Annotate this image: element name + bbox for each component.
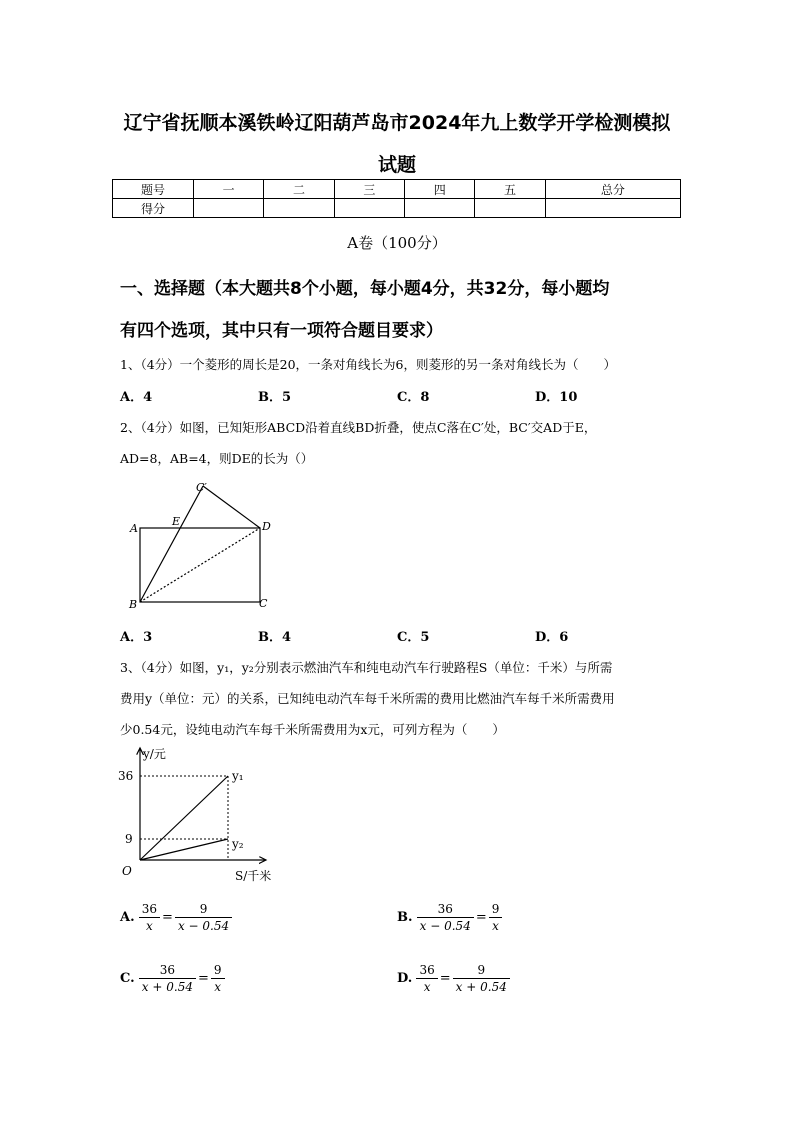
numerator: 9 [175,901,232,918]
page-title: 辽宁省抚顺本溪铁岭辽阳葫芦岛市2024年九上数学开学检测模拟 [123,112,671,134]
denominator: x [423,980,431,994]
fraction [211,962,225,995]
page-title-line2: 试题 [377,154,416,176]
question-3-text-line2: 费用y（单位：元）的关系，已知纯电动汽车每千米所需的费用比燃油汽车每千米所需费用 [120,691,615,706]
fraction [416,962,437,995]
fraction [453,962,510,995]
q2-option-c[interactable]: C．5 [397,630,430,645]
fraction [139,962,196,995]
score-cell [405,199,475,218]
score-table [112,179,681,218]
segment-bc-prime [140,486,203,602]
denominator: x [146,919,153,933]
q3-option-c-label: C. [120,971,135,986]
score-cell [545,199,680,218]
numerator: 36 [416,962,437,979]
question-2-text: 2、（4分）如图，已知矩形ABCD沿着直线BD折叠，使点C落在C′处，BC′交AD于E， [120,420,597,435]
score-row-label: 得分 [113,199,194,218]
q3-option-a[interactable]: A. $\frac{36}{x}$ = $\frac{9}{x - 0.54}$ [120,901,232,934]
q2-option-a[interactable]: A．3 [120,630,153,645]
denominator: x + 0.54 [141,980,193,994]
denominator: x − 0.54 [419,919,471,933]
label-c: C [259,597,268,610]
score-cell [334,199,404,218]
numerator: 9 [489,901,503,918]
label-d: D [262,520,271,533]
q3-option-b-label: B. [397,910,413,925]
label-y2: y₂ [232,837,244,851]
section1-heading: 一、选择题（本大题共8个小题，每小题4分，共32分，每小题均 [120,279,610,299]
fraction [139,901,160,934]
question-1-text: 1、（4分）一个菱形的周长是20，一条对角线长为6，则菱形的另一条对角线长为（ ） [120,357,617,372]
denominator: x [214,980,222,994]
fraction [417,901,474,934]
line-y2 [140,839,228,860]
section-a-heading: A卷（100分） [347,234,447,252]
q1-option-b[interactable]: B．5 [258,390,292,405]
score-header-cell: 总分 [545,180,680,199]
q3-option-c[interactable]: C. $\frac{36}{x + 0.54}$ = $\frac{9}{x}$ [120,962,225,995]
question-3-text: 3、（4分）如图，y₁，y₂分别表示燃油汽车和纯电动汽车行驶路程S（单位：千米）与所需 [120,660,613,675]
question-3-text-line3: 少0.54元，设纯电动汽车每千米所需费用为x元，可列方程为（ ） [120,722,505,737]
segment-c-prime-d [203,486,260,528]
label-b: B [129,598,138,611]
q1-option-a[interactable]: A．4 [120,390,153,405]
score-cell [475,199,545,218]
tick-9: 9 [125,832,133,846]
numerator: 36 [139,901,160,918]
denominator: x + 0.54 [455,980,507,994]
q3-graph [112,742,292,890]
q2-option-b[interactable]: B．4 [258,630,292,645]
score-header-cell: 四 [405,180,475,199]
score-table-row [113,199,681,218]
q3-option-d-label: D. [397,971,413,986]
score-header-cell: 三 [334,180,404,199]
x-axis-label: S/千米 [235,869,272,883]
score-cell [194,199,264,218]
fraction [175,901,232,934]
q1-option-d[interactable]: D．10 [535,390,578,405]
score-cell [264,199,334,218]
label-e: E [172,515,181,528]
y-axis-label: y/元 [143,747,166,761]
diagonal-bd [140,528,260,602]
numerator: 9 [211,962,225,979]
q3-option-d[interactable]: D. $\frac{36}{x}$ = $\frac{9}{x + 0.54}$ [397,962,510,995]
q1-option-c[interactable]: C．8 [397,390,430,405]
numerator: 36 [139,962,196,979]
label-y1: y₁ [232,769,244,783]
score-header-cell: 五 [475,180,545,199]
q2-option-d[interactable]: D．6 [535,630,569,645]
line-y1 [140,776,228,860]
score-table-header-row [113,180,681,199]
numerator: 9 [453,962,510,979]
question-2-text-line2: AD=8，AB=4，则DE的长为（） [120,451,314,466]
denominator: x − 0.54 [177,919,230,933]
score-header-cell: 二 [264,180,334,199]
score-header-cell: 题号 [113,180,194,199]
numerator: 36 [417,901,474,918]
section1-heading-line2: 有四个选项，其中只有一项符合题目要求） [120,321,443,341]
origin-label: O [122,864,132,878]
label-a: A [130,522,138,535]
score-header-cell: 一 [194,180,264,199]
label-c-prime: C′ [196,481,207,494]
tick-36: 36 [118,769,134,783]
q2-figure [118,476,288,616]
q3-option-a-label: A. [120,910,135,925]
fraction [489,901,503,934]
q3-option-b[interactable]: B. $\frac{36}{x - 0.54}$ = $\frac{9}{x}$ [397,901,502,934]
denominator: x [492,919,499,933]
